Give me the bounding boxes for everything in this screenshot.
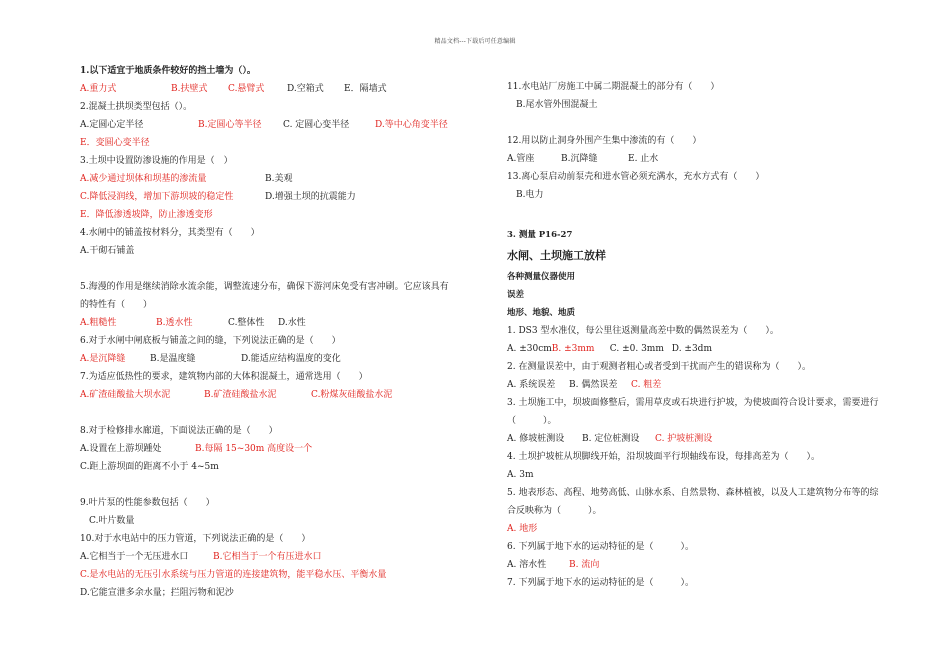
option: A. 3m [507,470,534,480]
question-r2-options [507,376,907,394]
question-r6: 6. 下列属于地下水的运动特征的是（ ）。 [507,542,694,552]
option: C.降低浸润线，增加下游坝坡的稳定性 [80,192,234,202]
question-2-options [80,116,475,134]
option: A.它相当于一个无压进水口 [80,552,189,562]
option: B.它相当于一个有压进水口 [213,552,322,562]
option: B.矿渣硅酸盐水泥 [204,390,277,400]
option: A.管座 [507,154,535,164]
option: C.叶片数量 [89,516,135,526]
question-r6-options [507,556,907,574]
option: A. ±30cm [507,344,552,354]
subheading: 地形、地貌、地质 [507,308,576,318]
option: C.悬臂式 [228,84,265,94]
question-5-options [80,314,475,332]
question-7: 7.为适应低热性的要求，建筑物内部的大体积混凝土，通常选用（ ） [80,372,368,382]
right-column [507,78,907,592]
option: A. 地形 [507,524,538,534]
question-r1-options [507,340,907,358]
option: D.它能宣泄多余水量；拦阻污物和泥沙 [80,588,234,598]
question-8: 8.对于检修排水廊道，下面说法正确的是（ ） [80,426,278,436]
question-r3-options [507,430,907,448]
question-7-options [80,386,475,404]
question-10-options [80,548,475,566]
question-r5: 5. 地表形态、高程、地势高低、山脉水系、自然景物、森林植被，以及人工建筑物分布等的综 [507,488,879,498]
question-1-options [80,80,475,98]
option: A.减少通过坝体和坝基的渗流量 [80,174,207,184]
option: B.电力 [516,190,544,200]
option: A. 系统误差 [507,380,556,390]
option: C.粉煤灰硅酸盐水泥 [311,390,393,400]
question-1: 1.以下适宜于地质条件较好的挡土墙为（）。 [80,66,256,76]
option: B.透水性 [156,318,193,328]
option: B.扶壁式 [171,84,208,94]
option: C. ±0. 3mm [609,344,664,354]
option: A.设置在上游坝踵处 [80,444,162,454]
question-13: 13.离心泵启动前泵壳和进水管必须充满水，充水方式有（ ） [507,172,765,182]
left-column [80,62,475,602]
option: C. 定圆心变半径 [283,120,350,130]
option: B.尾水管外围混凝土 [516,100,598,110]
option: C. 护坡桩测设 [655,434,713,444]
option: A.粗糙性 [80,318,117,328]
option: C.距上游坝面的距离不小于 4~5m [80,462,219,472]
option: C.是水电站的无压引水系统与压力管道的连接建筑物，能平稳水压、平衡水量 [80,570,387,580]
option: A. 溶水性 [507,560,547,570]
question-12-options [507,150,907,168]
option: D.水性 [278,318,306,328]
option: B. 偶然误差 [569,380,618,390]
option: B.美观 [265,174,293,184]
question-r1: 1. DS3 型水准仪，每公里往返测量高差中数的偶然误差为（ ）。 [507,326,779,336]
option: E．变圆心变半径 [80,138,150,148]
option: B.定圆心等半径 [198,120,262,130]
question-6: 6.对于水闸中闸底板与铺盖之间的缝，下列说法正确的是（ ） [80,336,341,346]
option: B.每隔 15~30m 高度设一个 [195,444,313,454]
question-10: 10.对于水电站中的压力管道，下列说法正确的是（ ） [80,534,311,544]
question-12: 12.用以防止洞身外围产生集中渗流的有（ ） [507,136,702,146]
subheading: 误差 [507,290,525,300]
option: A.定圆心定半径 [80,120,144,130]
option: D.能适应结构温度的变化 [241,354,341,364]
option: D.空箱式 [287,84,324,94]
option: E. 止水 [628,154,659,164]
option: A.是沉降缝 [80,354,126,364]
option: B.沉降缝 [561,154,598,164]
option: D.增强土坝的抗震能力 [265,192,356,202]
option: D. ±3dm [671,344,712,354]
question-r3: 3. 土坝施工中，坝坡面修整后，需用草皮或石块进行护坡，为使坡面符合设计要求，需要进行 [507,398,879,408]
option: A.干砌石铺盖 [80,246,135,256]
option: B. ±3mm [551,344,595,354]
question-r5-cont: 合反映称为（ ）。 [507,506,602,516]
section-heading: 3. 测量 P16-27 [507,230,573,240]
option: B. 定位桩测设 [582,434,640,444]
question-3: 3.土坝中设置防渗设施的作用是（ ） [80,156,233,166]
option: B.是温度缝 [150,354,196,364]
question-r4: 4. 土坝护坡桩从坝脚线开始，沿坝坡面平行坝轴线布设，每排高差为（ ）。 [507,452,820,462]
question-5-cont: 的特性有（ ） [80,300,153,310]
option: A.矿渣硅酸盐大坝水泥 [80,390,171,400]
page-header: 精品文档---下载后可任意编辑 [434,38,516,45]
option: C.整体性 [228,318,265,328]
section-title: 水闸、土坝施工放样 [507,249,606,262]
question-8-options [80,440,475,458]
question-2: 2.混凝土拱坝类型包括（）。 [80,102,193,112]
question-3-options [80,170,475,188]
option: D.等中心角变半径 [375,120,448,130]
question-r3-cont: （ ）。 [507,416,557,426]
question-6-options [80,350,475,368]
option: A.重力式 [80,84,117,94]
question-r7: 7. 下列属于地下水的运动特征的是（ ）。 [507,578,694,588]
question-4: 4.水闸中的铺盖按材料分，其类型有（ ） [80,228,260,238]
question-11: 11.水电站厂房施工中属二期混凝土的部分有（ ） [507,82,720,92]
option: A. 修坡桩测设 [507,434,565,444]
option: E．降低渗透坡降，防止渗透变形 [80,210,213,220]
option: B. 流向 [569,560,600,570]
question-r2: 2. 在测量误差中，由于观测者粗心或者受到干扰而产生的错误称为（ ）。 [507,362,811,372]
option: E．隔墙式 [344,84,387,94]
subheading: 各种测量仪器使用 [507,272,576,282]
question-5: 5.海漫的作用是继续消除水流余能，调整流速分布，确保下游河床免受有害冲刷。它应该具有 [80,282,449,292]
option: C. 粗差 [631,380,662,390]
question-3-options-2 [80,188,475,206]
question-9: 9.叶片泵的性能参数包括（ ） [80,498,215,508]
